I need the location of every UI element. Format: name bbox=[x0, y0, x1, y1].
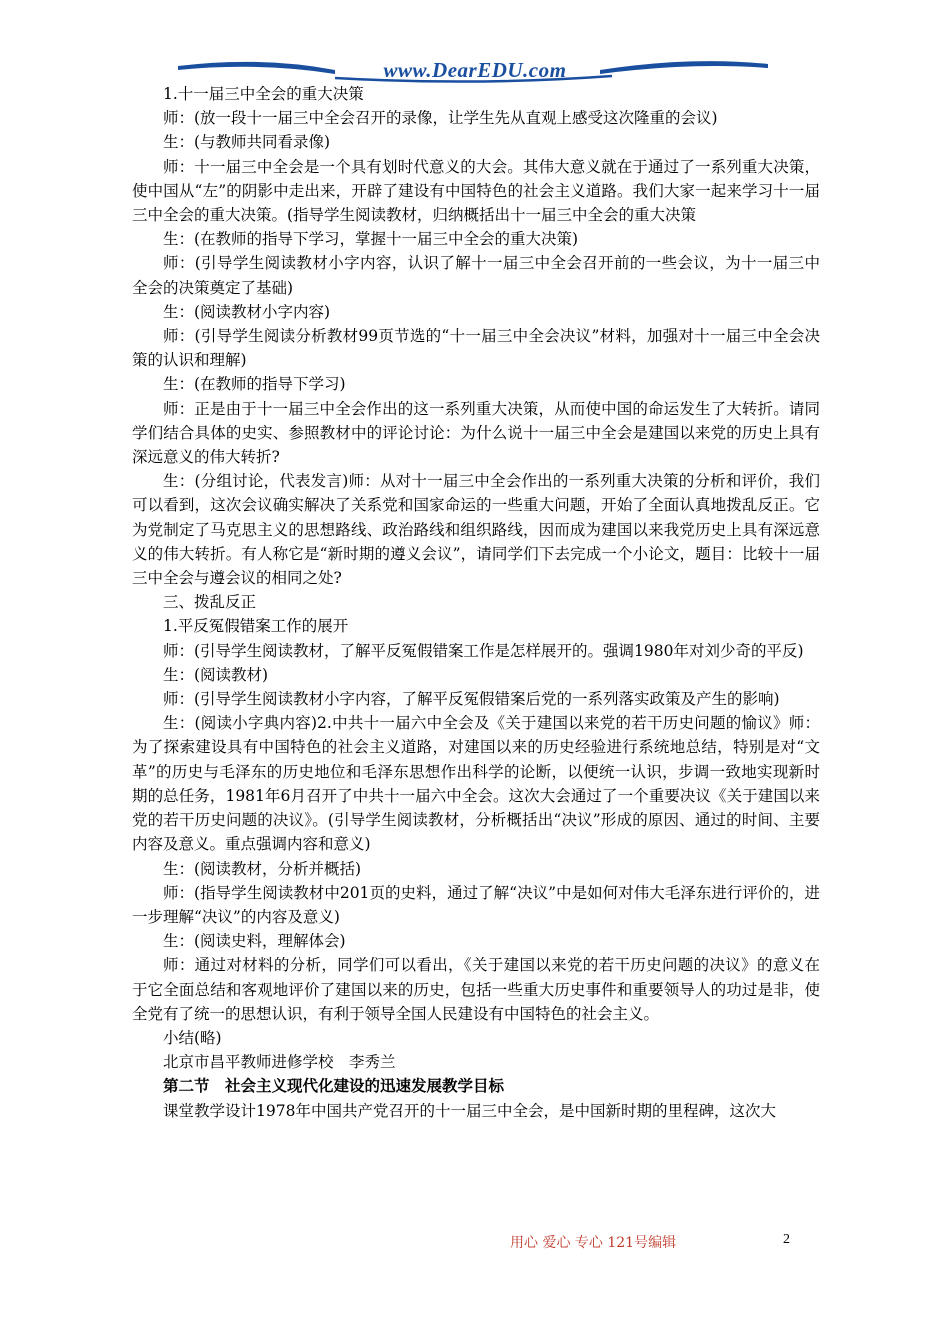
document-body bbox=[132, 82, 820, 1123]
paragraph: 生：(在教师的指导下学习，掌握十一届三中全会的重大决策) bbox=[163, 230, 579, 249]
site-url: www.DearEDU.com bbox=[383, 58, 567, 82]
left-wave-icon bbox=[178, 62, 335, 74]
paragraph: 生：(阅读教材，分析并概括) bbox=[163, 859, 362, 878]
paragraph: 三、拨乱反正 bbox=[163, 593, 257, 612]
paragraph: 生：(分组讨论，代表发言)师：从对十一届三中全会作出的一系列重大决策的分析和评价，我们可以看到，这次会议确实解决了关系党和国家命运的一些重大问题，开始了全面认真地拨乱反正。它为党制定了马克思主义的思想路线、政治路线和组织路线，因而成为建国以来我党历史上具有深远意义的伟大转折。有人称它是“新时期的遵义会议”，请同学们下去完成一个小论文，题目：比较十一届三中全会与遵会议的相同之处? bbox=[132, 472, 820, 588]
paragraph: 生：(阅读小字典内容)2.中共十一届六中全会及《关于建国以来党的若干历史问题的愉议》师：为了探索建设具有中国特色的社会主义道路，对建国以来的历史经验进行系统地总结，特别是对“文革”的历史与毛泽东的历史地位和毛泽东思想作出科学的论断，以便统一认识，步调一致地实现新时期的总任务，1981年6月召开了中共十一届六中全会。这次大会通过了一个重要决议《关于建国以来党的若干历史问题的决议》。(引导学生阅读教材，分析概括出“决议”形成的原因、通过的时间、主要内容及意义。重点强调内容和意义) bbox=[132, 714, 820, 854]
paragraph: 师：正是由于十一届三中全会作出的这一系列重大决策，从而使中国的命运发生了大转折。请同学们结合具体的史实、参照教材中的评论讨论：为什么说十一届三中全会是建国以来党的历史上具有深远意义的伟大转折? bbox=[132, 399, 820, 467]
paragraph: 师：(放一段十一届三中全会召开的录像，让学生先从直观上感受这次隆重的会议) bbox=[163, 109, 718, 128]
footer-slogan: 用心 爱心 专心 121号编辑 bbox=[510, 1235, 677, 1251]
paragraph: 小结(略) bbox=[163, 1028, 222, 1047]
page-header bbox=[0, 52, 950, 86]
paragraph: 1.平反冤假错案工作的展开 bbox=[163, 617, 349, 636]
paragraph: 生：(阅读教材) bbox=[163, 665, 269, 684]
right-wave-icon bbox=[600, 61, 768, 74]
paragraph: 师：(引导学生阅读教材小字内容，认识了解十一届三中全会召开前的一些会议，为十一届三中全会的决策奠定了基础) bbox=[132, 254, 820, 297]
paragraph: 师：(引导学生阅读分析教材99页节选的“十一届三中全会决议”材料，加强对十一届三中全会决策的认识和理解) bbox=[132, 327, 820, 370]
paragraph: 生：(阅读教材小字内容) bbox=[163, 302, 331, 321]
paragraph: 师：十一届三中全会是一个具有划时代意义的大会。其伟大意义就在于通过了一系列重大决策，使中国从“左”的阴影中走出来，开辟了建设有中国特色的社会主义道路。我们大家一起来学习十一届三中全会的重大决策。(指导学生阅读教材，归纳概括出十一届三中全会的重大决策 bbox=[132, 157, 820, 225]
paragraph: 师：(引导学生阅读教材，了解平反冤假错案工作是怎样展开的。强调1980年对刘少奇的平反) bbox=[163, 641, 804, 660]
paragraph: 课堂教学设计1978年中国共产党召开的十一届三中全会，是中国新时期的里程碑，这次大 bbox=[163, 1101, 776, 1120]
page-footer bbox=[0, 1228, 950, 1254]
paragraph: 师：(指导学生阅读教材中201页的史料，通过了解“决议”中是如何对伟大毛泽东进行评价的，进一步理解“决议”的内容及意义) bbox=[132, 883, 820, 926]
page-number: 2 bbox=[783, 1232, 790, 1247]
paragraph: 生：(在教师的指导下学习) bbox=[163, 375, 346, 394]
paragraph: 生：(与教师共同看录像) bbox=[163, 133, 331, 152]
paragraph: 师：通过对材料的分析，同学们可以看出，《关于建国以来党的若干历史问题的决议》的意义在于它全面总结和客观地评价了建国以来的历史，包括一些重大历史事件和重要领导人的功过是非，使全党有了统一的思想认识，有利于领导全国人民建设有中国特色的社会主义。 bbox=[132, 956, 820, 1023]
paragraph: 师：(引导学生阅读教材小字内容，了解平反冤假错案后党的一系列落实政策及产生的影响) bbox=[163, 690, 780, 709]
paragraph: 北京市昌平教师进修学校 李秀兰 bbox=[163, 1053, 396, 1072]
paragraph: 1.十一届三中全会的重大决策 bbox=[163, 85, 364, 103]
paragraph: 第二节 社会主义现代化建设的迅速发展教学目标 bbox=[163, 1076, 505, 1096]
paragraph: 生：(阅读史料，理解体会) bbox=[163, 932, 346, 951]
